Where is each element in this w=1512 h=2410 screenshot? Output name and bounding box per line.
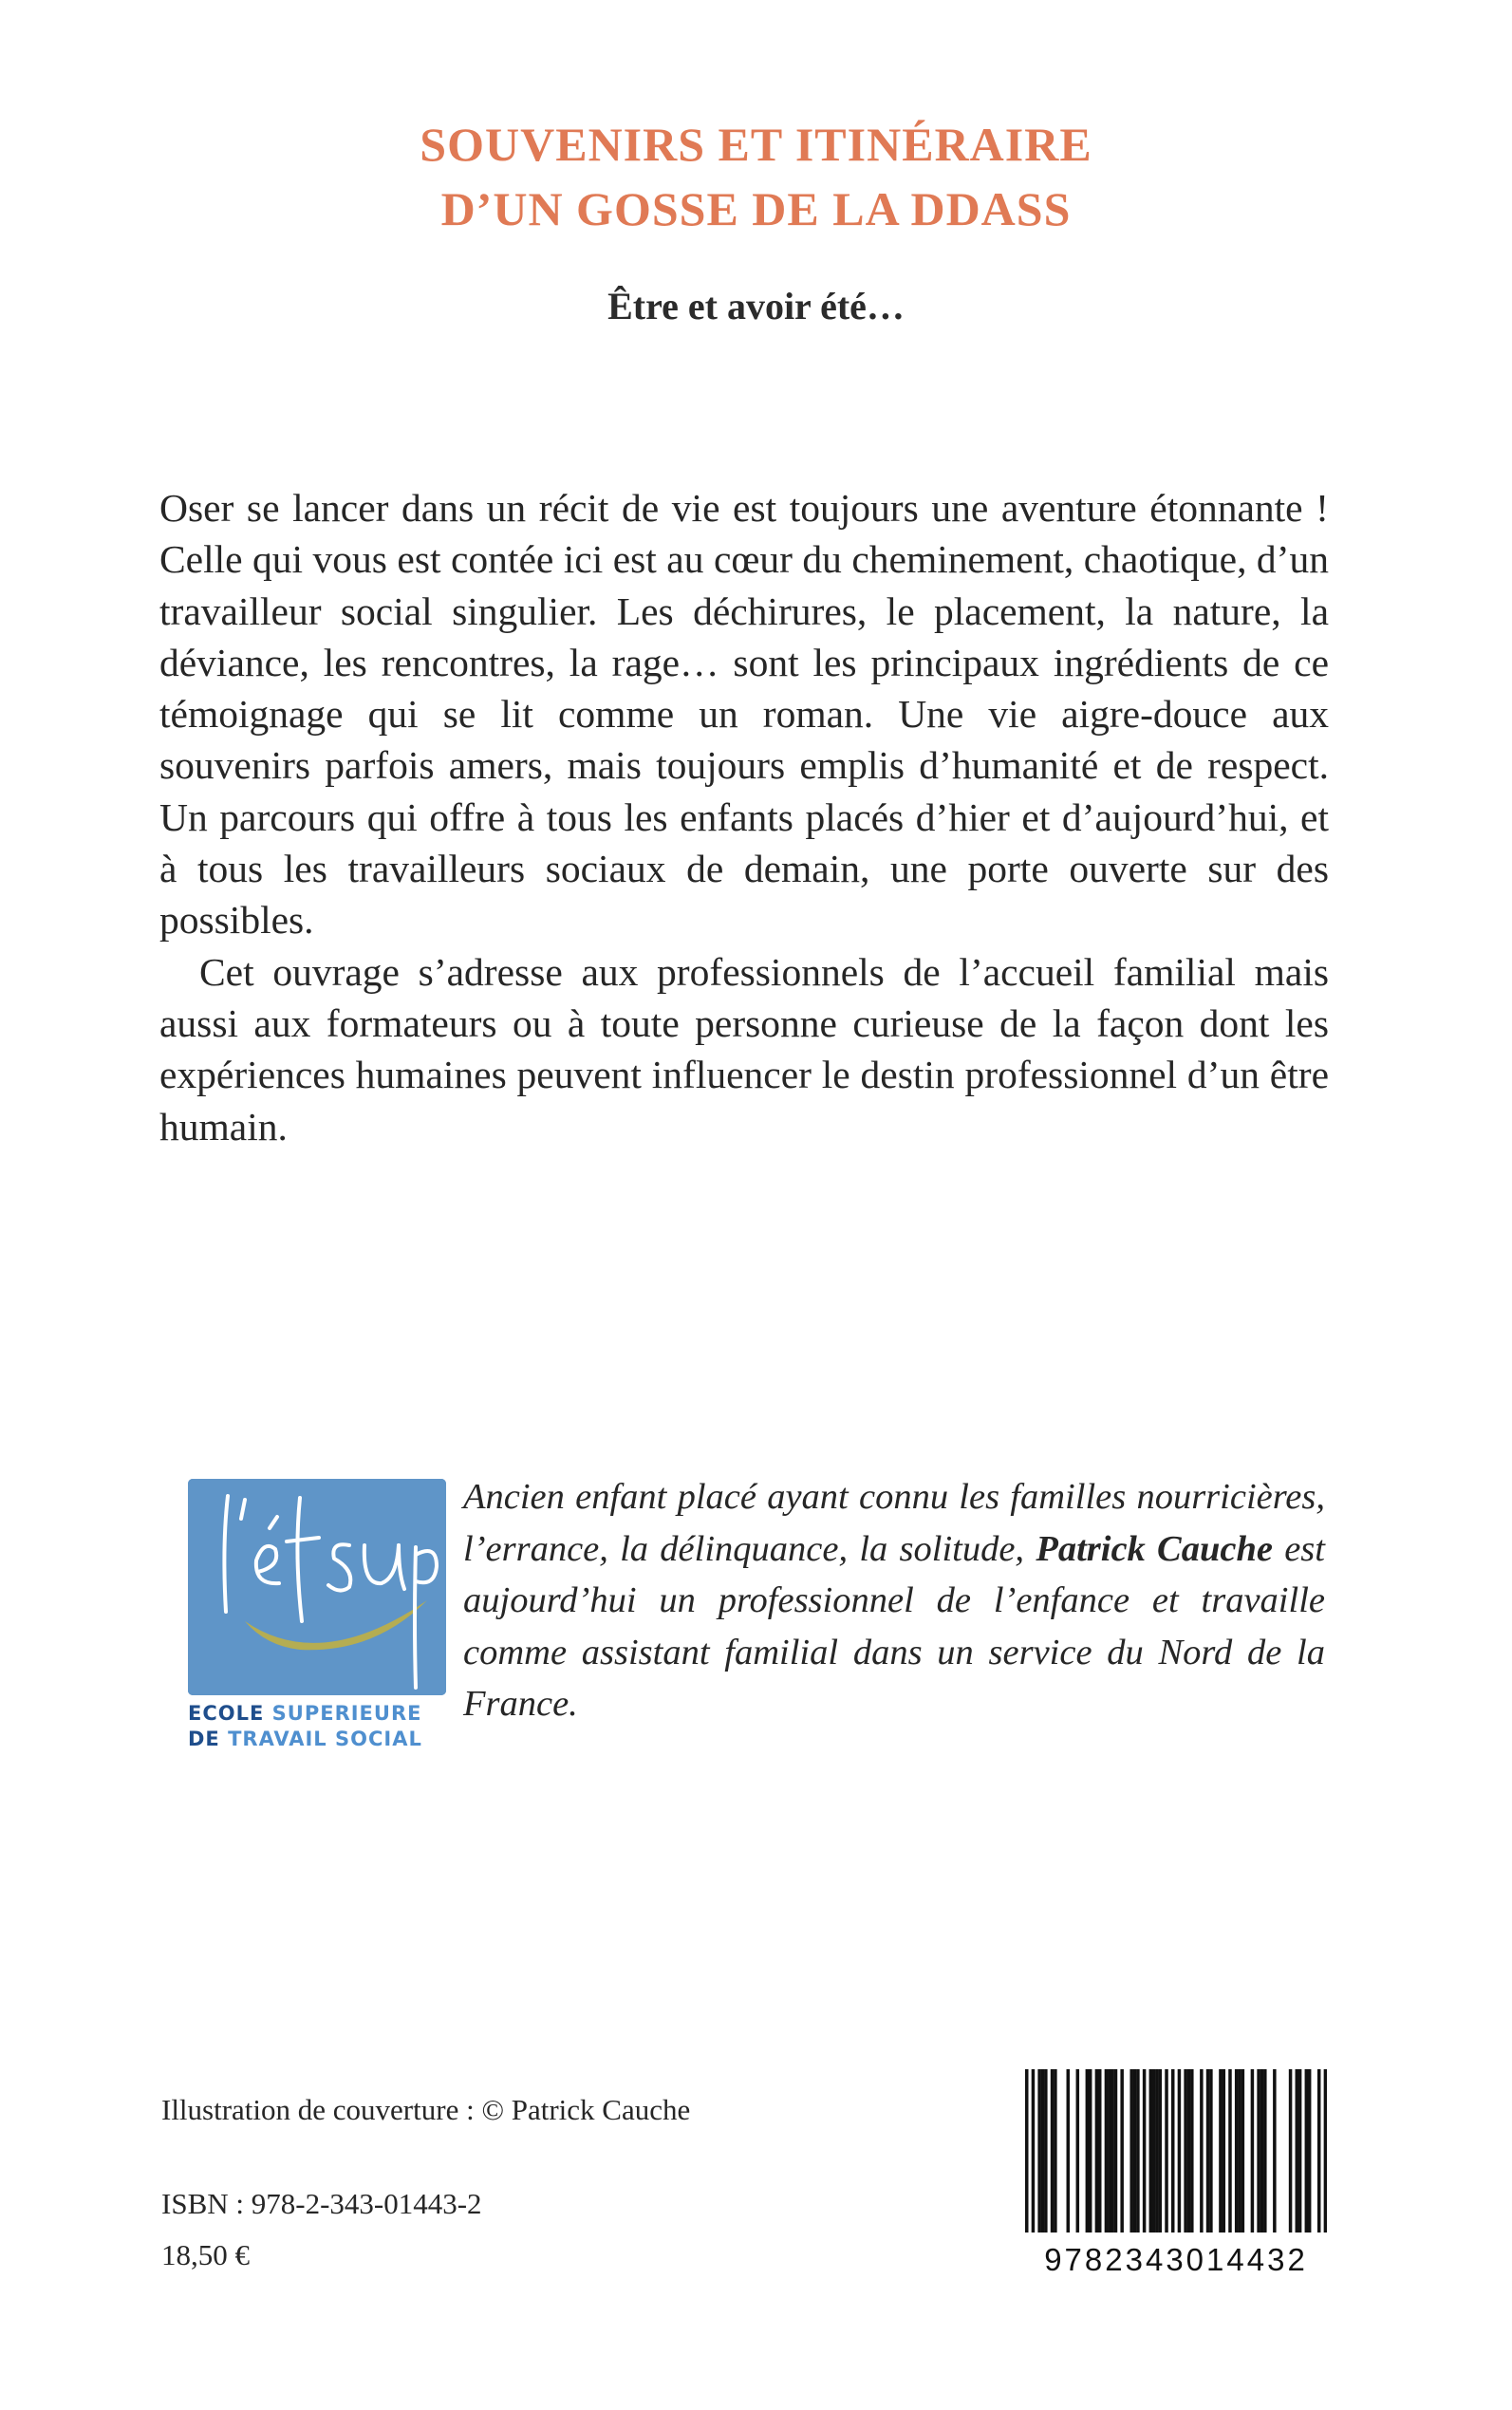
barcode-bar bbox=[1298, 2069, 1302, 2233]
barcode-bar bbox=[1037, 2069, 1041, 2233]
barcode-bar bbox=[1114, 2069, 1118, 2233]
isbn: ISBN : 978-2-343-01443-2 bbox=[161, 2187, 482, 2220]
barcode-bar bbox=[1044, 2069, 1048, 2233]
barcode-bar bbox=[1223, 2069, 1226, 2233]
author-bio-paragraph bbox=[463, 1471, 1325, 1730]
barcode-bar bbox=[1095, 2069, 1099, 2233]
barcode-bar bbox=[1209, 2069, 1213, 2233]
barcode-bar bbox=[1184, 2069, 1187, 2233]
etsup-logo-caption bbox=[188, 1701, 446, 1752]
barcode-bar bbox=[1257, 2069, 1260, 2233]
barcode-bar bbox=[1263, 2069, 1267, 2233]
barcode-bar bbox=[1219, 2069, 1223, 2233]
barcode-bar bbox=[1159, 2069, 1163, 2233]
barcode-bar bbox=[1098, 2069, 1102, 2233]
barcode-bar bbox=[1238, 2069, 1241, 2233]
barcode-bar bbox=[1108, 2069, 1111, 2233]
author-bio bbox=[463, 1471, 1325, 1730]
logo-caption-ecole: ECOLE bbox=[188, 1702, 272, 1725]
logo-caption-line-1 bbox=[188, 1701, 446, 1727]
illustration-credit: Illustration de couverture : © Patrick Cauche bbox=[161, 2093, 691, 2126]
barcode-bar bbox=[1165, 2069, 1168, 2233]
etsup-logo-graphic bbox=[188, 1479, 446, 1695]
barcode-bar bbox=[1228, 2069, 1232, 2233]
title-line-1: SOUVENIRS ET ITINÉRAIRE bbox=[420, 118, 1092, 171]
barcode-bar bbox=[1241, 2069, 1245, 2233]
barcode-bar bbox=[1200, 2069, 1204, 2233]
barcode-bar bbox=[1149, 2069, 1153, 2233]
barcode-bar bbox=[1251, 2069, 1255, 2233]
barcode-bar bbox=[1296, 2069, 1299, 2233]
barcode-bar bbox=[1273, 2069, 1277, 2233]
logo-caption-line-2 bbox=[188, 1727, 446, 1752]
barcode-bar bbox=[1324, 2069, 1327, 2233]
barcode-bar bbox=[1089, 2069, 1092, 2233]
barcode-bar bbox=[1190, 2069, 1194, 2233]
barcode-bar bbox=[1152, 2069, 1156, 2233]
barcode-digits: 9782343014432 bbox=[1044, 2242, 1308, 2277]
barcode-bar bbox=[1025, 2069, 1029, 2233]
barcode-bar bbox=[1187, 2069, 1191, 2233]
barcode-graphic bbox=[1025, 2069, 1327, 2278]
barcode-bar bbox=[1178, 2069, 1182, 2233]
barcode-bar bbox=[1206, 2069, 1210, 2233]
barcode-bar bbox=[1317, 2069, 1321, 2233]
barcode-bar bbox=[1143, 2069, 1147, 2233]
barcode-bar bbox=[1305, 2069, 1309, 2233]
barcode-bar bbox=[1289, 2069, 1293, 2233]
barcode-bar bbox=[1155, 2069, 1159, 2233]
barcode-bar bbox=[1129, 2069, 1133, 2233]
barcode-bar bbox=[1235, 2069, 1239, 2233]
barcode-bar bbox=[1051, 2069, 1055, 2233]
author-name: Patrick Cauche bbox=[1036, 1528, 1273, 1569]
barcode-bar bbox=[1067, 2069, 1071, 2233]
barcode-bar bbox=[1260, 2069, 1264, 2233]
barcode-bar bbox=[1054, 2069, 1057, 2233]
barcode-bar bbox=[1120, 2069, 1124, 2233]
isbn-barcode bbox=[1025, 2069, 1327, 2278]
barcode-bar bbox=[1041, 2069, 1045, 2233]
book-subtitle: Être et avoir été… bbox=[607, 285, 905, 327]
etsup-logo bbox=[188, 1479, 446, 1764]
title-line-2: D’UN GOSSE DE LA DDASS bbox=[440, 182, 1072, 235]
barcode-bar bbox=[1133, 2069, 1137, 2233]
book-title bbox=[0, 112, 1512, 241]
barcode-bar bbox=[1086, 2069, 1090, 2233]
barcode-bar bbox=[1105, 2069, 1109, 2233]
logo-caption-superieure: SUPERIEURE bbox=[271, 1702, 422, 1725]
blurb bbox=[159, 482, 1329, 1152]
logo-caption-de: DE bbox=[188, 1728, 229, 1750]
etsup-logo-mark bbox=[188, 1479, 446, 1695]
bio-text-end: est aujourd’hui un professionnel de l’enfance et travaille comme assistant familial dans un service du Nord de la France. bbox=[463, 1528, 1325, 1725]
barcode-bar bbox=[1308, 2069, 1312, 2233]
barcode-bar bbox=[1136, 2069, 1140, 2233]
barcode-bar bbox=[1111, 2069, 1114, 2233]
price: 18,50 € bbox=[161, 2238, 250, 2271]
barcode-bar bbox=[1076, 2069, 1080, 2233]
blurb-paragraph-1: Oser se lancer dans un récit de vie est toujours une aventure étonnante ! Celle qui vous est contée ici est au cœur du cheminement, chaotique, d’un travailleur social singulier. Les déchirures, le placement, la nature, la déviance, les rencontres, la rage… sont les principaux ingrédients de ce témoignage qui se lit comme un roman. Une vie aigre-douce aux souvenirs parfois amers, mais toujours emplis d’humanité et de respect. Un parcours qui offre à tous les enfants placés d’hier et d’aujourd’hui, et à tous les travailleurs sociaux de demain, une porte ouverte sur des possibles. bbox=[159, 486, 1329, 943]
barcode-bar bbox=[1171, 2069, 1175, 2233]
blurb-paragraph-2: Cet ouvrage s’adresse aux professionnels de l’accueil familial mais aussi aux formateurs ou à toute personne curieuse de la façon dont les expériences humaines peuvent influencer le destin professionnel d’un être humain. bbox=[159, 949, 1329, 1149]
bio-text-start: Ancien enfant placé ayant connu les familles nourricières, l’errance, la délinquance, la solitude, bbox=[463, 1477, 1325, 1569]
barcode-bar bbox=[1032, 2069, 1036, 2233]
logo-caption-travail-social: TRAVAIL SOCIAL bbox=[228, 1728, 422, 1750]
